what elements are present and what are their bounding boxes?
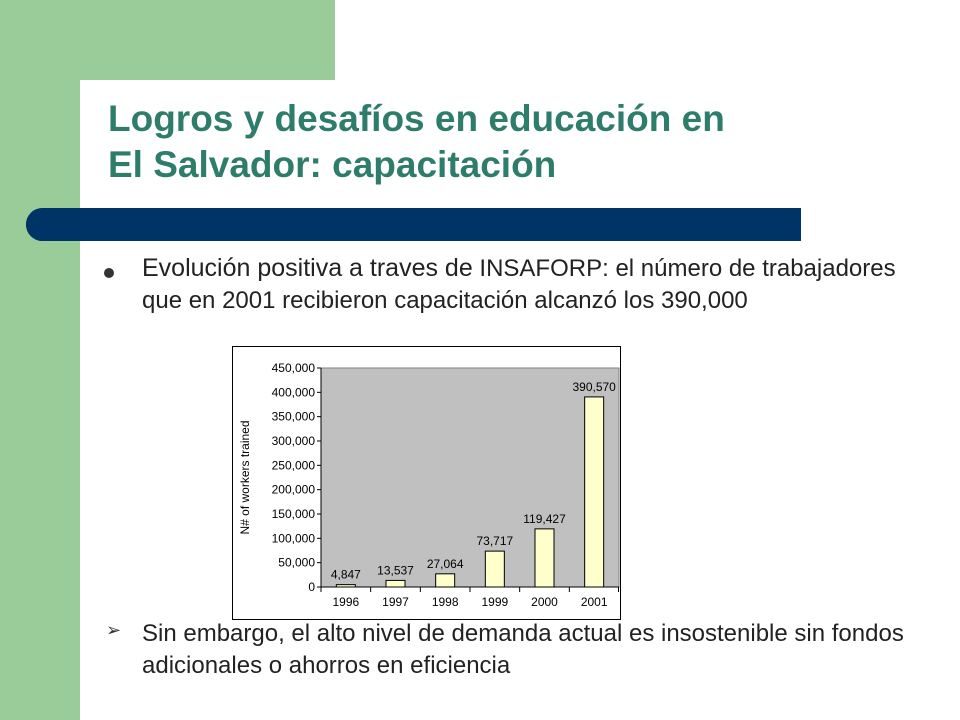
bullet-1-lead: Evolución positiva a traves de xyxy=(142,254,473,282)
y-tick-label: 350,000 xyxy=(271,409,315,424)
bar-value-label: 73,717 xyxy=(476,534,514,549)
arrow-bullet-icon: ➢ xyxy=(106,620,122,640)
y-tick-label: 0 xyxy=(308,580,315,594)
x-tick-label: 2000 xyxy=(531,595,558,609)
title-line-1: Logros y desafíos en educación en xyxy=(108,98,725,139)
x-tick-label: 2001 xyxy=(580,595,608,609)
y-tick-label: 150,000 xyxy=(271,507,315,521)
y-tick-label: 100,000 xyxy=(271,531,315,546)
x-tick-label: 1997 xyxy=(382,595,409,609)
bar-value-label: 13,537 xyxy=(377,563,414,578)
bar xyxy=(336,585,355,587)
y-tick-label: 400,000 xyxy=(271,385,315,400)
bar xyxy=(535,529,554,587)
bar xyxy=(485,551,504,587)
bullet-dot xyxy=(104,268,114,278)
x-tick-label: 1998 xyxy=(431,595,459,609)
plot-area xyxy=(321,368,619,587)
x-tick-label: 1996 xyxy=(332,595,360,609)
bar-value-label: 390,570 xyxy=(572,379,616,394)
bar xyxy=(585,397,604,587)
bar-chart xyxy=(232,346,621,620)
left-decor-band xyxy=(0,0,80,720)
y-axis-label: N# of workers trained xyxy=(238,420,252,535)
bar-value-label: 4,847 xyxy=(330,567,361,582)
top-decor-band xyxy=(80,0,335,80)
y-tick-label: 200,000 xyxy=(271,482,315,497)
y-tick-label: 50,000 xyxy=(278,555,315,570)
bar xyxy=(386,580,405,587)
x-tick-label: 1999 xyxy=(481,595,509,609)
bullet-1-rest: INSAFORP: el número de trabajadores que en 2001 recibieron capacitación alcanzó los 390,000 xyxy=(142,255,896,314)
y-tick-label: 450,000 xyxy=(271,361,315,375)
title-line-2: El Salvador: capacitación xyxy=(108,144,557,185)
bullet-1-text xyxy=(142,252,912,317)
title-rule-cap xyxy=(26,208,66,241)
y-tick-label: 250,000 xyxy=(271,458,315,473)
y-tick-label: 300,000 xyxy=(271,434,315,448)
bar-value-label: 27,064 xyxy=(426,556,464,571)
slide-title xyxy=(108,96,938,188)
bar xyxy=(436,574,455,587)
bar-chart-svg xyxy=(233,347,620,619)
bullet-2-text: Sin embargo, el alto nivel de demanda actual es insostenible sin fondos adicionales o ahorros en eficiencia xyxy=(142,620,904,679)
bar-value-label: 119,427 xyxy=(523,511,566,526)
title-rule-bar xyxy=(26,208,801,241)
